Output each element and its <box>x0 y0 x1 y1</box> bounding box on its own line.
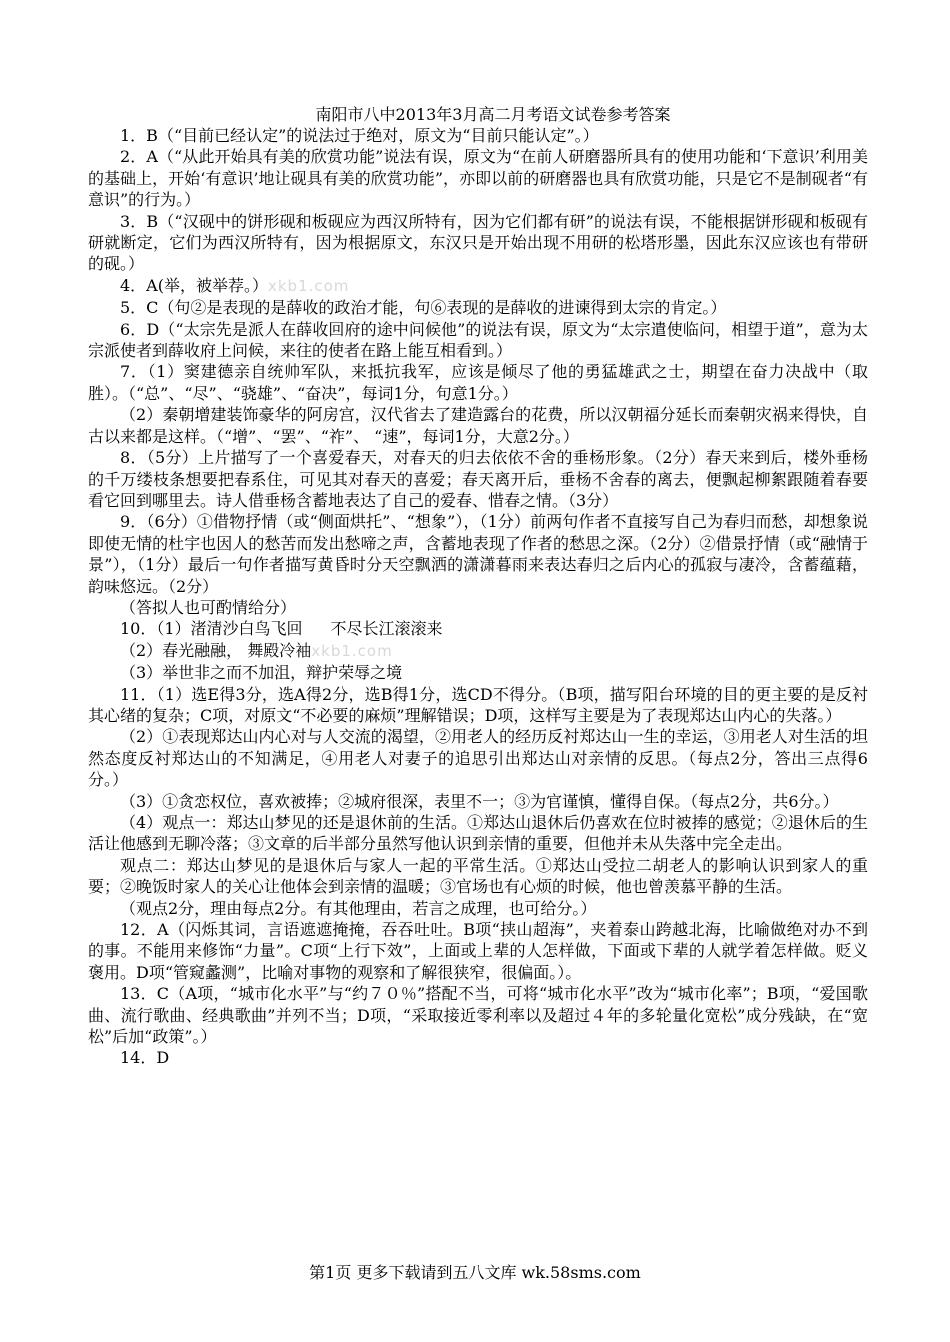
answer-9-note: （答拟人也可酌情给分） <box>120 597 297 617</box>
answer-5: 5．C（句②是表现的是薛收的政治才能，句⑥表现的是薛收的进谏得到太宗的肯定。） <box>120 298 727 318</box>
page-footer: 第1页 更多下载请到五八文库 wk.58sms.com <box>309 1263 641 1282</box>
answer-10-1-line <box>88 618 868 639</box>
answer-11-4-view1: （4）观点一：郑达山梦见的还是退休前的生活。①郑达山退休后仍喜欢在位时被捧的感觉；②退休后的生活让他感到无聊冷落；③文章的后半部分虽然写他认识到亲情的重要，但他并未从失落中完全走出。 <box>88 813 868 854</box>
answer-4: 4．A(举，被举荐。） <box>120 275 268 295</box>
answer-13: 13．C（A项，“城市化水平”与“约７０％”搭配不当，可将“城市化水平”改为“城市化率”；B项，“爱国歌曲、流行歌曲、经典歌曲”并列不当；D项，“采取接近零利率以及超过４年的多轮量化宽松”成分残缺，在“宽松”后加“政策”。） <box>88 984 868 1047</box>
answer-11-2: （2）①表现郑达山内心对与人交流的渴望，②用老人的经历反衬郑达山一生的幸运，③用老人对生活的坦然态度反衬郑达山的不知满足，④用老人对妻子的追思引出郑达山对亲情的反思。（每点2分，答出三点得6分。） <box>88 727 868 790</box>
answer-10-2: （2）春光融融， 舞殿冷袖 <box>120 640 312 660</box>
document-title: 南阳市八中2013年3月高二月考语文试卷参考答案 <box>315 105 671 124</box>
answer-10-1: 10．（1）渚清沙白鸟飞回 <box>120 619 303 639</box>
answer-9: 9．（6分）①借物抒情（或“侧面烘托”、“想象”），（1分）前两句作者不直接写自己为春归而愁，却想象说即使无情的杜宇也因人的愁苦而发出愁啼之声，含蓄地表现了作者的愁思之深。（2分）②借景抒情（或“融情于景”），（1分）最后一句作者描写黄昏时分天空飘洒的潇潇暮雨来表达春归之后内心的孤寂与凄冷，含蓄蕴藉，韵味悠远。（2分） <box>88 512 868 596</box>
answer-3: 3．B（“汉砚中的饼形砚和板砚应为西汉所特有，因为它们都有研”的说法有误，不能根据饼形砚和板砚有研就断定，它们为西汉所特有，因为根据原文，东汉只是开始出现不用研的松塔形墨，因此东汉应该也有带研的砚。） <box>88 211 868 274</box>
answer-2: 2．A（“从此开始具有美的欣赏功能”说法有误，原文为“在前人研磨器所具有的使用功能和‘下意识’利用美的基础上，开始‘有意识’地让砚具有美的欣赏功能”，亦即以前的研磨器也具有欣赏功能，只是它不是制砚者“有意识”的行为。） <box>88 147 868 210</box>
answer-6: 6．D（“太宗先是派人在薛收回府的途中问候他”的说法有误，原文为“太宗遣使临问，相望于道”，意为太宗派使者到薛收府上问候，来往的使者在路上能互相看到。） <box>88 319 868 361</box>
answer-document <box>88 104 868 1069</box>
answer-1: 1．B（“目前已经认定”的说法过于绝对，原文为“目前只能认定”。） <box>120 126 599 145</box>
answer-10-2-line <box>88 640 868 662</box>
answer-7-1: 7．（1）窦建德亲自统帅军队，来抵抗我军，应该是倾尽了他的勇猛雄武之士，期望在奋力决战中（取胜）。（“总”、“尽”、“骁雄”、“奋决”，每词1分，句意1分。） <box>88 362 868 403</box>
answer-12: 12．A（闪烁其词，言语遮遮掩掩，吞吞吐吐。B项“挟山超海”，夹着泰山跨越北海，比喻做绝对办不到的事。不能用来修饰“力量”。C项“上行下效”，上面或上辈的人怎样做，下面或下辈的人就学着怎样做。贬义褒用。D项“管窥蠡测”，比喻对事物的观察和了解很狭窄，很偏面。）。 <box>88 920 868 982</box>
answer-11-1: 11．（1）选E得3分，选A得2分，选B得1分，选CD不得分。（B项，描写阳台环境的目的更主要的是反衬其心绪的复杂；C项，对原文“不必要的麻烦”理解错误；D项，这样写主要是为了表现郑达山内心的失落。） <box>88 684 868 725</box>
answer-11-4-view2: 观点二：郑达山梦见的是退休后与家人一起的平常生活。①郑达山受拉二胡老人的影响认识到家人的重要；②晚饭时家人的关心让他体会到亲情的温暖；③官场也有心烦的时候，他也曾羡慕平静的生活。 <box>88 855 868 897</box>
watermark-text: xkb1.com <box>267 276 350 295</box>
answer-11-3: （3）①贪恋权位，喜欢被捧；②城府很深，表里不一；③为官谨慎，懂得自保。（每点2分，共6分。） <box>120 791 839 811</box>
watermark-text-2: xkb1.com <box>311 641 393 660</box>
answer-8: 8．（5分）上片描写了一个喜爱春天，对春天的归去依依不舍的垂杨形象。（2分）春天来到后，楼外垂杨的千万缕枝条想要把春系住，可见其对春天的喜爱；春天离开后，垂杨不舍春的离去，便飘起柳絮跟随着春要看它回到哪里去。诗人借垂杨含蓄地表达了自己的爱春、惜春之情。（3分） <box>88 448 868 510</box>
answer-7-2: （2）秦朝增建装饰豪华的阿房宫，汉代省去了建造露台的花费，所以汉朝福分延长而秦朝灾祸来得快，自古以来都是这样。（“增”、“罢”、“祚”、 “速”，每词1分，大意2分。） <box>88 405 868 446</box>
answer-10-3: （3）举世非之而不加沮，辩护荣辱之境 <box>120 663 403 683</box>
answer-11-4-note: （观点2分，理由每点2分。有其他理由，若言之成理，也可给分。） <box>120 898 597 918</box>
answer-4-line <box>88 275 868 297</box>
answer-10-1b: 不尽长江滚滚来 <box>330 619 443 639</box>
answer-14: 14．D <box>120 1048 170 1068</box>
